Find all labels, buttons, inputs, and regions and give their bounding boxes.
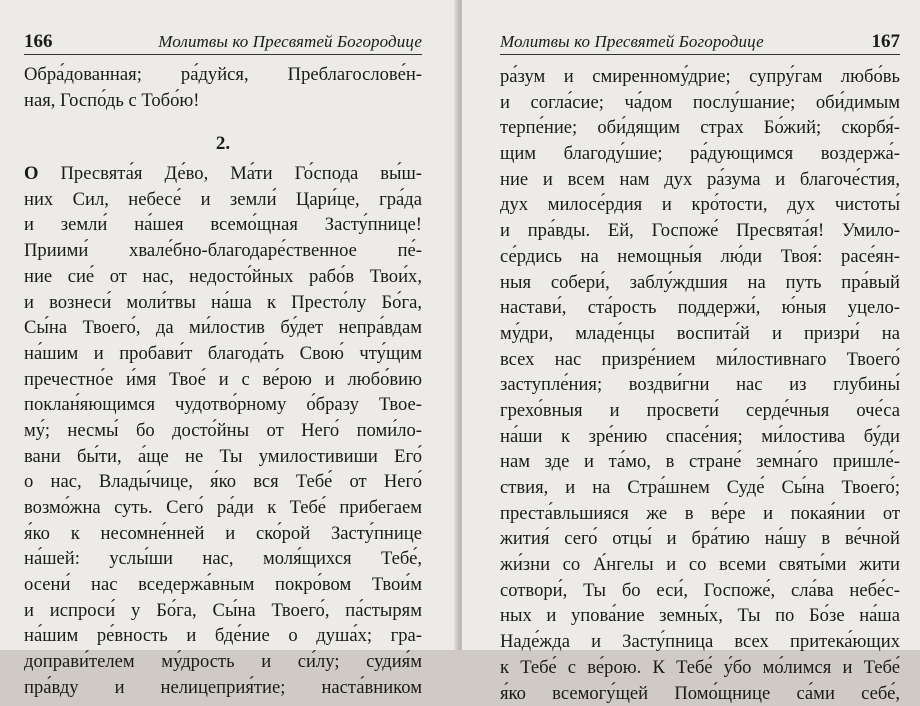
text-line: ние и всем нам дух ра́зума и благоче́стия, (500, 167, 900, 193)
text-line: поклан́яющимся чудотво́рному о́бразу Твое- (24, 392, 422, 418)
text-line: возмо́жна суть. Сего́ ра́ди к Тебе́ прибегаем (24, 495, 422, 521)
text-line: му́; несмы́ бо досто́йны от Него́ поми́ло- (24, 418, 422, 444)
text-line: на́шим ре́вность и бде́ние о душа́х; гра- (24, 623, 422, 649)
right-page-text (500, 64, 900, 706)
text-line: и земли́ на́шея всемо́щная Засту́пнице! (24, 212, 422, 238)
text-line: ныя собери́, заблу́ждшия на путь пра́вый (500, 270, 900, 296)
text-line: дух милосе́рдия и кро́тости, дух чистоты́ (500, 192, 900, 218)
text-line: ных и упова́ние земны́х, Ты по Бо́зе на́ша (500, 603, 900, 629)
text-line: ствия, и на Стра́шнем Суде́ Сы́на Твоего́; (500, 475, 900, 501)
text-line: терпе́ние; оби́дящим страх Бо́жий; скорбя́- (500, 115, 900, 141)
text-line: Наде́жда и Засту́пница всех притека́ющих (500, 629, 900, 655)
text-line: сотвори́, Ты бо еси́, Госпоже́, сла́ва небе́с- (500, 578, 900, 604)
text-line: на́шей: услы́ши нас, моля́щихся Тебе́, (24, 546, 422, 572)
text-line: них Сил, небесе́ и земли́ Цари́це, гра́да (24, 187, 422, 213)
text-line: му́дри, младе́нцы воспита́й и призри́ на (500, 321, 900, 347)
text-line: ра́зум и смиренному́дрие; супру́гам любо́вь (500, 64, 900, 90)
text-line: о нас, Влады́чице, я́ко вся Тебе́ от Него́ (24, 469, 422, 495)
text-line: на́ши к зре́нию спасе́ния; ми́лостива бу́ди (500, 424, 900, 450)
text-line: щим благоду́шие; ра́дующимся воздержа́- (500, 141, 900, 167)
prayer-first-line (24, 161, 422, 187)
text-line: ние сие́ от нас, недосто́йных рабо́в Твои́х, (24, 264, 422, 290)
text-line: я́ко всемогу́щей Помо́щнице са́ми себе́, (500, 681, 900, 706)
text-line: осени́ нас вседержа́вным покро́вом Твои́м (24, 572, 422, 598)
text-line: преста́вльшияся же в ве́ре и покая́нии от (500, 501, 900, 527)
text-line: пра́вду и нелицеприя́тие; наста́вником (24, 675, 422, 701)
prayer-number: 2. (24, 131, 422, 157)
text-line: и пра́вды. Ей, Госпоже́ Пресвята́я! Умило- (500, 218, 900, 244)
right-page-number: 167 (872, 32, 901, 54)
text-line: нам зде и та́мо, в стране́ земна́го пришле́- (500, 449, 900, 475)
left-page (0, 0, 458, 650)
text-line: всех нас призре́нием ми́лостивнаго Твоего́ (500, 347, 900, 373)
text-line: я́ко к несомне́нней и ско́рой Засту́пнице (24, 521, 422, 547)
text-line: и испроси́ у Бо́га, Сы́на Твоего́, па́стырям (24, 598, 422, 624)
text-line: и вознеси́ моли́твы на́ша к Престо́лу Бо́га, (24, 290, 422, 316)
text-line: се́рдись на немощны́я лю́ди Твоя́: расе́ян- (500, 244, 900, 270)
left-page-number: 166 (24, 32, 53, 54)
intro-line: Обра́дованная; ра́дуйся, Преблагослове́н- (24, 62, 422, 88)
text-line: пречестно́е и́мя Твое́ и с ве́рою и любо́вию (24, 367, 422, 393)
right-page (462, 0, 920, 650)
intro-line: ная, Госпо́дь с Тобо́ю! (24, 88, 422, 114)
text-line: жития́ сего́ отцы́ и бра́тию на́шу в ве́чной (500, 526, 900, 552)
text-line: вани бы́ти, а́ще не Ты умилостивиши Его́ (24, 444, 422, 470)
text-line: и согла́сие; ча́дом послу́шание; оби́димым (500, 90, 900, 116)
prayer-first-line-rest: Пресвята́я Де́во, Ма́ти Го́спода вы́ш- (38, 163, 422, 184)
right-running-head: Молитвы ко Пресвятей Богородице (500, 32, 764, 54)
left-page-header (24, 30, 422, 55)
text-line: Сы́на Твоего́, да ми́лостив бу́дет непра́вдам (24, 315, 422, 341)
prayer-lines (24, 187, 422, 701)
right-page-header (500, 30, 900, 55)
text-line: на́шим и пробави́т благода́ть Свою́ чту́щим (24, 341, 422, 367)
left-page-text (24, 62, 422, 701)
text-line: к Тебе́ с ве́рою. К Тебе́ у́бо мо́лимся и Тебе́ (500, 655, 900, 681)
text-line: грехо́вныя и просвети́ серде́чныя оче́са (500, 398, 900, 424)
text-line: доправи́телем му́дрость и си́лу; судия́м (24, 649, 422, 675)
text-line: заступле́ния; воздви́гни нас из глубины́ (500, 372, 900, 398)
prayer-first-word: О (24, 163, 38, 184)
text-line: настави́, ста́рость поддержи́, ю́ныя уцело- (500, 295, 900, 321)
left-running-head: Молитвы ко Пресвятей Богородице (158, 32, 422, 54)
text-line: Приими́ хвале́бно-благодаре́ственное пе́- (24, 238, 422, 264)
text-line: жи́зни со А́нгелы и со всеми святы́ми жити (500, 552, 900, 578)
